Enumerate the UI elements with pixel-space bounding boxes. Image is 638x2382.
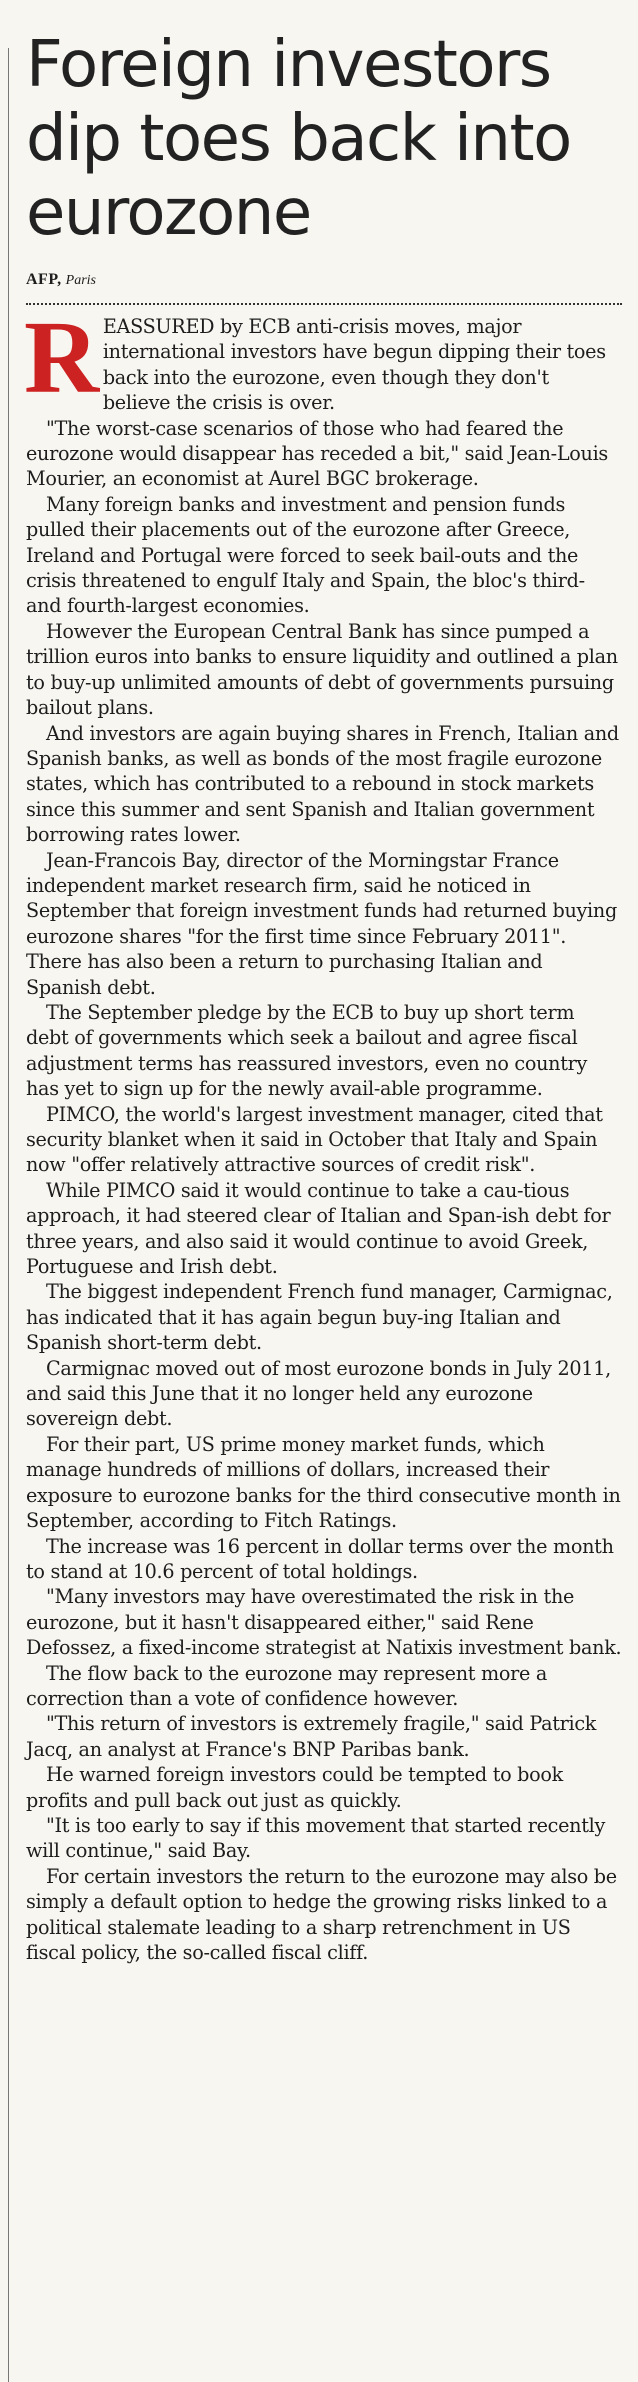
paragraph: Carmignac moved out of most eurozone bonds in July 2011, and said this June that it no longer held any eurozone sovereign debt.	[26, 1356, 611, 1431]
paragraph: "Many investors may have overestimated the risk in the eurozone, but it hasn't disappeared either," said Rene Defossez, a fixed-income strategist at Natixis investment bank.	[26, 1585, 622, 1660]
article-body	[24, 300, 622, 1965]
paragraph: Jean-Francois Bay, director of the Morningstar France independent market research firm, said he noticed in September that foreign investment funds had returned buying eurozone shares "for the first time since February 2011". There has also been a return to purchasing Italian and Spanish debt.	[26, 848, 617, 999]
paragraph: "This return of investors is extremely fragile," said Patrick Jacq, an analyst at France's BNP Paribas bank.	[26, 1712, 597, 1761]
paragraph: PIMCO, the world's largest investment manager, cited that security blanket when it said in October that Italy and Spain now "offer relatively attractive sources of credit risk".	[26, 1102, 603, 1177]
paragraph: And investors are again buying shares in French, Italian and Spanish banks, as well as bonds of the most fragile eurozone states, which has contributed to a rebound in stock markets since this summer and sent Spanish and Italian government borrowing rates lower.	[26, 721, 619, 847]
paragraph: The increase was 16 percent in dollar terms over the month to stand at 10.6 percent of total holdings.	[26, 1534, 614, 1583]
paragraph: However the European Central Bank has since pumped a trillion euros into banks to ensure liquidity and outlined a plan to buy-up unlimited amounts of debt of governments pursuing bailout plans.	[26, 619, 618, 720]
dotted-divider	[26, 303, 622, 308]
paragraph: For certain investors the return to the eurozone may also be simply a default option to hedge the growing risks linked to a political stalemate leading to a sharp retrenchment in US fiscal policy, the so-called fiscal cliff.	[26, 1864, 617, 1964]
lead-text: EASSURED by ECB anti-crisis moves, major international investors have begun dipping their toes back into the eurozone, even though they don't believe the crisis is over.	[102, 315, 606, 415]
paragraph: The flow back to the eurozone may represent more a correction than a vote of confidence however.	[26, 1661, 548, 1710]
headline: Foreign investors dip toes back into eurozone	[26, 28, 571, 250]
byline-agency: AFP,	[26, 271, 62, 288]
paragraph: While PIMCO said it would continue to take a cau-tious approach, it had steered clear of Italian and Span-ish debt for three years, and also said it would continue to avoid Greek, Portuguese and Irish debt.	[26, 1178, 611, 1279]
paragraph: He warned foreign investors could be tempted to book profits and pull back out just as quickly.	[26, 1763, 563, 1812]
byline	[26, 270, 622, 291]
byline-place: Paris	[65, 273, 96, 288]
lead-paragraph	[24, 300, 622, 416]
paragraph: Many foreign banks and investment and pension funds pulled their placements out of the eurozone after Greece, Ireland and Portugal were forced to seek bail-outs and the crisis threatened to engulf Italy and Spain, the bloc's third- and fourth-largest economies.	[26, 492, 585, 618]
column-rule	[8, 48, 9, 2382]
paragraph: The biggest independent French fund manager, Carmignac, has indicated that it has again begun buy-ing Italian and Spanish short-term debt.	[26, 1280, 613, 1355]
drop-cap: R	[24, 300, 99, 415]
article	[26, 28, 622, 1965]
paragraph: "It is too early to say if this movement that started recently will continue," said Bay.	[26, 1813, 605, 1863]
paragraph: "The worst-case scenarios of those who had feared the eurozone would disappear has receded a bit," said Jean-Louis Mourier, an economist at Aurel BGC brokerage.	[26, 416, 608, 491]
paragraph: The September pledge by the ECB to buy up short term debt of governments which seek a bailout and agree fiscal adjustment terms has reassured investors, even no country has yet to sign up for the newly avail-able programme.	[26, 1000, 588, 1101]
paragraph: For their part, US prime money market funds, which manage hundreds of millions of dollars, increased their exposure to eurozone banks for the third consecutive month in September, according to Fitch Ratings.	[26, 1432, 621, 1533]
